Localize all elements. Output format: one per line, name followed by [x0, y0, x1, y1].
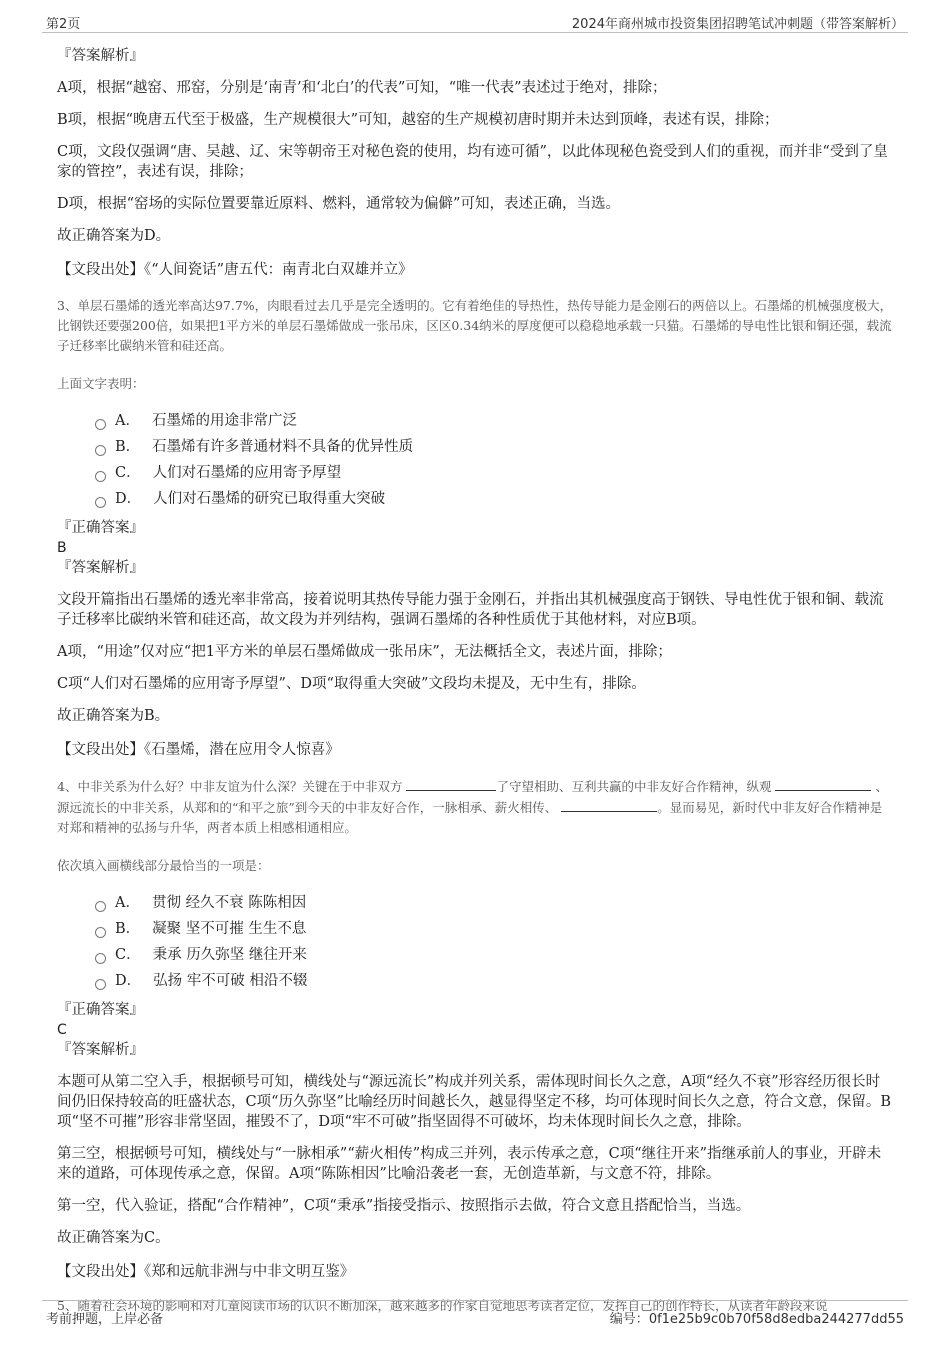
code-label: 编号：	[609, 1312, 649, 1327]
correct-answer-block	[57, 518, 893, 578]
conclusion: 故正确答案为C。	[57, 1230, 170, 1246]
option-text: 弘扬 牢不可破 相沿不辍	[153, 973, 308, 989]
document-body	[57, 42, 893, 1313]
analysis-label: 『答案解析』	[57, 48, 144, 64]
option-a[interactable]	[95, 408, 893, 434]
option-text: 凝聚 坚不可摧 生生不息	[152, 921, 307, 937]
option-b[interactable]	[95, 434, 893, 460]
source-citation: 【文段出处】《“人间瓷话”唐五代：南青北白双雄并立》	[57, 262, 413, 278]
radio-icon[interactable]	[95, 497, 106, 508]
correct-answer-value: B	[57, 540, 67, 556]
page-number: 第2页	[46, 17, 81, 32]
option-letter: A．	[115, 895, 140, 911]
option-text: 人们对石墨烯的研究已取得重大突破	[153, 491, 386, 507]
page-footer	[42, 1300, 908, 1329]
stem-part: 、源远流长的中非关系，从郑和的“和平之旅”到今天的中非友好合作，一脉相承、薪火相传、	[57, 779, 888, 815]
radio-icon[interactable]	[95, 953, 106, 964]
footer-slogan: 考前押题，上岸必备	[46, 1312, 164, 1327]
analysis-label: 『答案解析』	[57, 560, 144, 576]
analysis-paragraph: 本题可从第二空入手，根据顿号可知，横线处与“源远流长”构成并列关系，需体现时间长久之意，A项“经久不衰”形容经历很长时间仍旧保持较高的旺盛状态，C项“历久弥坚”比喻经历时间越长久，越显得坚定不移，均可体现时间长久之意，符合文意，保留。B项“坚不可摧”形容非常坚固，摧毁不了，D项“牢不可破”指坚固得不可破坏，均未体现时间长久之意，排除。	[57, 1074, 892, 1130]
analysis-label: 『答案解析』	[57, 1042, 144, 1058]
question-3-prompt: 上面文字表明：	[57, 376, 145, 391]
option-letter: A．	[115, 413, 140, 429]
stem-part: 4、中非关系为什么好？中非友谊为什么深？关键在于中非双方	[57, 779, 403, 794]
radio-icon[interactable]	[95, 445, 106, 456]
analysis-paragraph: A项，根据“越窑、邢窑，分别是‘南青’和‘北白’的代表”可知，“唯一代表”表述过于绝对，排除；	[57, 80, 667, 96]
analysis-paragraph: B项，根据“晚唐五代至于极盛，生产规模很大”可知，越窑的生产规模初唐时期并未达到顶峰，表述有误，排除；	[57, 112, 779, 128]
question-4-options	[95, 890, 893, 994]
analysis-paragraph: 第三空，根据顿号可知，横线处与“一脉相承”“薪火相传”构成三并列，表示传承之意，C项“继往开来”指继承前人的事业，开辟未来的道路，可体现传承之意，保留。A项“陈陈相因”比喻沿袭老一套，无创造革新，与文意不符，排除。	[57, 1146, 882, 1182]
option-letter: C．	[115, 465, 141, 481]
code-value: 0f1e25b9c0b70f58d8edba244277dd55	[648, 1312, 904, 1327]
fill-blank	[775, 776, 871, 791]
radio-icon[interactable]	[95, 927, 106, 938]
analysis-paragraph: C项“人们对石墨烯的应用寄予厚望”、D项“取得重大突破”文段均未提及，无中生有，排除。	[57, 676, 646, 692]
source-citation: 【文段出处】《石墨烯，潜在应用令人惊喜》	[57, 742, 340, 758]
option-b[interactable]	[95, 916, 893, 942]
fill-blank	[406, 776, 496, 791]
option-letter: C．	[115, 947, 141, 963]
option-text: 人们对石墨烯的应用寄予厚望	[152, 465, 342, 481]
option-text: 秉承 历久弥坚 继往开来	[152, 947, 307, 963]
option-d[interactable]	[95, 486, 893, 512]
correct-answer-label: 『正确答案』	[57, 1002, 144, 1018]
question-4-prompt: 依次填入画横线部分最恰当的一项是：	[57, 858, 270, 873]
document-code	[610, 1308, 904, 1327]
question-3-stem: 3、单层石墨烯的透光率高达97.7%，肉眼看过去几乎是完全透明的。它有着绝佳的导热性，热传导能力是金刚石的两倍以上。石墨烯的机械强度极大，比钢铁还要强200倍，如果把1平方米的单层石墨烯做成一张吊床，区区0.34纳米的厚度便可以稳稳地承载一只猫。石墨烯的导电性比银和铜还强，载流子迁移率比碳纳米管和硅还高。	[57, 298, 893, 353]
option-text: 石墨烯有许多普通材料不具备的优异性质	[152, 439, 414, 455]
correct-answer-value: C	[57, 1022, 67, 1038]
analysis-paragraph: C项，文段仅强调“唐、吴越、辽、宋等朝帝王对秘色瓷的使用，均有迹可循”，以此体现秘色瓷受到人们的重视，而并非“受到了皇家的管控”，表述有误，排除；	[57, 144, 888, 180]
option-c[interactable]	[95, 460, 893, 486]
fill-blank	[561, 797, 657, 812]
question-3-options	[95, 408, 893, 512]
radio-icon[interactable]	[95, 901, 106, 912]
question-4-stem	[57, 776, 893, 838]
option-letter: D．	[115, 973, 142, 989]
source-citation: 【文段出处】《郑和远航非洲与中非文明互鉴》	[57, 1264, 355, 1280]
stem-part: 了守望相助、互利共赢的中非友好合作精神，纵观	[496, 779, 772, 794]
option-letter: B．	[115, 439, 141, 455]
correct-answer-label: 『正确答案』	[57, 520, 144, 536]
page-header	[42, 10, 908, 33]
analysis-paragraph: A项，“用途”仅对应“把1平方米的单层石墨烯做成一张吊床”，无法概括全文，表述片面，排除；	[57, 644, 672, 660]
option-a[interactable]	[95, 890, 893, 916]
question-5-stem-clipped: 5、随着社会环境的影响和对儿童阅读市场的认识不断加深，越来越多的作家自觉地思考读者定位，发挥自己的创作特长，从读者年龄段来说	[57, 1298, 828, 1313]
option-text: 石墨烯的用途非常广泛	[151, 413, 297, 429]
analysis-paragraph: 文段开篇指出石墨烯的透光率非常高，接着说明其热传导能力强于金刚石，并指出其机械强度高于钢铁、导电性优于银和铜、载流子迁移率比碳纳米管和硅还高，故文段为并列结构，强调石墨烯的各种性质优于其他材料，对应B项。	[57, 592, 884, 628]
option-c[interactable]	[95, 942, 893, 968]
stem-part: 。显而易见，新时代中非友好合作精神是对郑和精神的弘扬与升华，两者本质上相感相通相应。	[57, 800, 883, 835]
conclusion: 故正确答案为D。	[57, 228, 171, 244]
option-letter: D．	[115, 491, 142, 507]
document-title: 2024年商州城市投资集团招聘笔试冲刺题（带答案解析）	[571, 17, 904, 32]
analysis-paragraph: D项，根据“窑场的实际位置要靠近原料、燃料，通常较为偏僻”可知，表述正确，当选。	[57, 196, 620, 212]
option-text: 贯彻 经久不衰 陈陈相因	[151, 895, 307, 911]
radio-icon[interactable]	[95, 419, 106, 430]
radio-icon[interactable]	[95, 471, 106, 482]
option-d[interactable]	[95, 968, 893, 994]
analysis-paragraph: 第一空，代入验证，搭配“合作精神”，C项“秉承”指接受指示、按照指示去做，符合文意且搭配恰当，当选。	[57, 1198, 751, 1214]
option-letter: B．	[115, 921, 141, 937]
correct-answer-block	[57, 1000, 893, 1060]
radio-icon[interactable]	[95, 979, 106, 990]
conclusion: 故正确答案为B。	[57, 708, 170, 724]
